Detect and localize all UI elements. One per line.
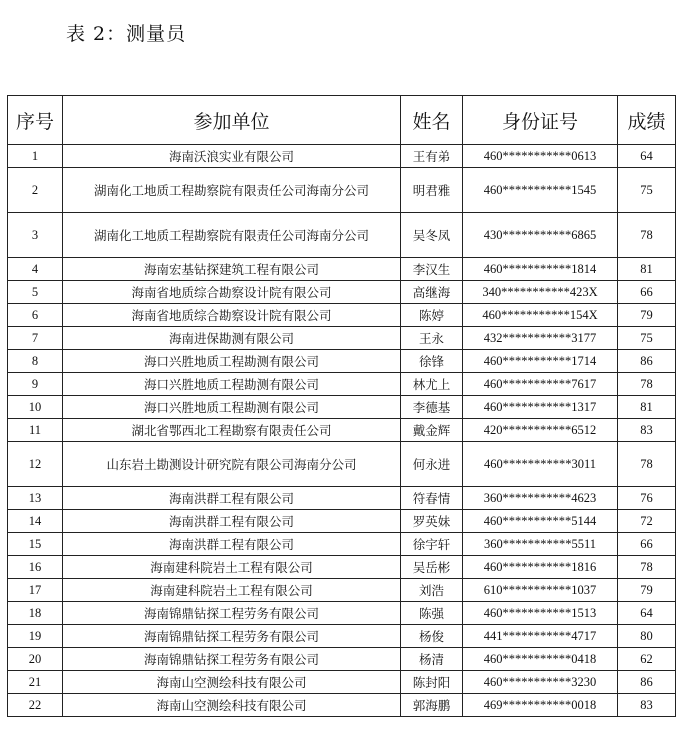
cell-id-number: 460***********3230 bbox=[463, 671, 618, 694]
table-row bbox=[8, 350, 676, 373]
table-row bbox=[8, 602, 676, 625]
cell-participating-unit: 海南省地质综合勘察设计院有限公司 bbox=[63, 281, 401, 304]
header-serial-number: 序号 bbox=[8, 96, 63, 145]
table-row bbox=[8, 258, 676, 281]
cell-name: 何永进 bbox=[401, 442, 463, 487]
cell-serial-number: 15 bbox=[8, 533, 63, 556]
cell-participating-unit: 海南锦鼎钻探工程劳务有限公司 bbox=[63, 648, 401, 671]
cell-name: 杨清 bbox=[401, 648, 463, 671]
cell-id-number: 420***********6512 bbox=[463, 419, 618, 442]
cell-id-number: 460***********1513 bbox=[463, 602, 618, 625]
cell-score: 78 bbox=[618, 556, 676, 579]
cell-score: 66 bbox=[618, 533, 676, 556]
cell-serial-number: 19 bbox=[8, 625, 63, 648]
cell-participating-unit: 海南锦鼎钻探工程劳务有限公司 bbox=[63, 602, 401, 625]
table-row bbox=[8, 145, 676, 168]
cell-score: 86 bbox=[618, 350, 676, 373]
cell-score: 78 bbox=[618, 442, 676, 487]
cell-score: 80 bbox=[618, 625, 676, 648]
cell-score: 72 bbox=[618, 510, 676, 533]
table-row bbox=[8, 579, 676, 602]
header-score: 成绩 bbox=[618, 96, 676, 145]
cell-name: 刘浩 bbox=[401, 579, 463, 602]
cell-name: 杨俊 bbox=[401, 625, 463, 648]
cell-id-number: 360***********4623 bbox=[463, 487, 618, 510]
cell-id-number: 460***********0613 bbox=[463, 145, 618, 168]
table-row bbox=[8, 625, 676, 648]
cell-serial-number: 2 bbox=[8, 168, 63, 213]
cell-id-number: 460***********3011 bbox=[463, 442, 618, 487]
cell-serial-number: 8 bbox=[8, 350, 63, 373]
cell-id-number: 460***********1317 bbox=[463, 396, 618, 419]
cell-serial-number: 1 bbox=[8, 145, 63, 168]
cell-score: 66 bbox=[618, 281, 676, 304]
cell-serial-number: 22 bbox=[8, 694, 63, 717]
table-row bbox=[8, 419, 676, 442]
table-row bbox=[8, 533, 676, 556]
cell-serial-number: 21 bbox=[8, 671, 63, 694]
cell-score: 78 bbox=[618, 373, 676, 396]
cell-id-number: 460***********1816 bbox=[463, 556, 618, 579]
cell-name: 王有弟 bbox=[401, 145, 463, 168]
table-row bbox=[8, 671, 676, 694]
cell-name: 郭海鹏 bbox=[401, 694, 463, 717]
cell-score: 75 bbox=[618, 168, 676, 213]
cell-participating-unit: 海南锦鼎钻探工程劳务有限公司 bbox=[63, 625, 401, 648]
cell-score: 86 bbox=[618, 671, 676, 694]
cell-participating-unit: 海南山空测绘科技有限公司 bbox=[63, 671, 401, 694]
table-caption: 表 2：测量员 bbox=[66, 23, 187, 45]
cell-participating-unit: 湖南化工地质工程勘察院有限责任公司海南分公司 bbox=[63, 213, 401, 258]
table-row bbox=[8, 442, 676, 487]
table-row bbox=[8, 556, 676, 579]
cell-participating-unit: 海南进保勘测有限公司 bbox=[63, 327, 401, 350]
cell-id-number: 469***********0018 bbox=[463, 694, 618, 717]
table-row bbox=[8, 648, 676, 671]
cell-serial-number: 6 bbox=[8, 304, 63, 327]
cell-serial-number: 9 bbox=[8, 373, 63, 396]
header-id-number: 身份证号 bbox=[463, 96, 618, 145]
cell-participating-unit: 海南沃浪实业有限公司 bbox=[63, 145, 401, 168]
cell-serial-number: 16 bbox=[8, 556, 63, 579]
cell-score: 79 bbox=[618, 579, 676, 602]
cell-score: 83 bbox=[618, 694, 676, 717]
cell-serial-number: 18 bbox=[8, 602, 63, 625]
cell-name: 高继海 bbox=[401, 281, 463, 304]
cell-score: 75 bbox=[618, 327, 676, 350]
cell-id-number: 460***********1814 bbox=[463, 258, 618, 281]
cell-serial-number: 10 bbox=[8, 396, 63, 419]
cell-name: 吴冬凤 bbox=[401, 213, 463, 258]
table-row bbox=[8, 327, 676, 350]
cell-id-number: 360***********5511 bbox=[463, 533, 618, 556]
cell-id-number: 460***********7617 bbox=[463, 373, 618, 396]
cell-participating-unit: 海口兴胜地质工程勘测有限公司 bbox=[63, 350, 401, 373]
cell-participating-unit: 海南建科院岩土工程有限公司 bbox=[63, 556, 401, 579]
cell-participating-unit: 海南洪群工程有限公司 bbox=[63, 510, 401, 533]
table-row bbox=[8, 694, 676, 717]
table-header-row bbox=[8, 96, 676, 145]
table-row bbox=[8, 373, 676, 396]
surveyor-results-table bbox=[7, 95, 676, 717]
cell-score: 78 bbox=[618, 213, 676, 258]
cell-serial-number: 17 bbox=[8, 579, 63, 602]
table-row bbox=[8, 396, 676, 419]
cell-name: 陈婷 bbox=[401, 304, 463, 327]
cell-name: 李汉生 bbox=[401, 258, 463, 281]
cell-name: 陈强 bbox=[401, 602, 463, 625]
table-row bbox=[8, 487, 676, 510]
cell-participating-unit: 海口兴胜地质工程勘测有限公司 bbox=[63, 373, 401, 396]
cell-id-number: 441***********4717 bbox=[463, 625, 618, 648]
cell-score: 83 bbox=[618, 419, 676, 442]
cell-serial-number: 4 bbox=[8, 258, 63, 281]
cell-participating-unit: 湖南化工地质工程勘察院有限责任公司海南分公司 bbox=[63, 168, 401, 213]
cell-participating-unit: 海南洪群工程有限公司 bbox=[63, 533, 401, 556]
cell-id-number: 460***********1545 bbox=[463, 168, 618, 213]
cell-id-number: 432***********3177 bbox=[463, 327, 618, 350]
cell-score: 62 bbox=[618, 648, 676, 671]
cell-participating-unit: 山东岩土勘测设计研究院有限公司海南分公司 bbox=[63, 442, 401, 487]
cell-name: 林尤上 bbox=[401, 373, 463, 396]
cell-serial-number: 5 bbox=[8, 281, 63, 304]
cell-id-number: 340***********423X bbox=[463, 281, 618, 304]
cell-serial-number: 12 bbox=[8, 442, 63, 487]
cell-name: 戴金辉 bbox=[401, 419, 463, 442]
cell-name: 徐宇轩 bbox=[401, 533, 463, 556]
cell-name: 王永 bbox=[401, 327, 463, 350]
cell-score: 76 bbox=[618, 487, 676, 510]
cell-name: 徐锋 bbox=[401, 350, 463, 373]
table-row bbox=[8, 281, 676, 304]
cell-id-number: 460***********1714 bbox=[463, 350, 618, 373]
cell-score: 64 bbox=[618, 145, 676, 168]
header-participating-unit: 参加单位 bbox=[63, 96, 401, 145]
cell-id-number: 610***********1037 bbox=[463, 579, 618, 602]
cell-name: 吴岳彬 bbox=[401, 556, 463, 579]
cell-participating-unit: 海南省地质综合勘察设计院有限公司 bbox=[63, 304, 401, 327]
cell-id-number: 430***********6865 bbox=[463, 213, 618, 258]
cell-score: 64 bbox=[618, 602, 676, 625]
cell-id-number: 460***********0418 bbox=[463, 648, 618, 671]
table-row bbox=[8, 510, 676, 533]
cell-participating-unit: 海南宏基钻探建筑工程有限公司 bbox=[63, 258, 401, 281]
cell-id-number: 460***********154X bbox=[463, 304, 618, 327]
cell-participating-unit: 海南建科院岩土工程有限公司 bbox=[63, 579, 401, 602]
cell-serial-number: 11 bbox=[8, 419, 63, 442]
cell-serial-number: 13 bbox=[8, 487, 63, 510]
table-row bbox=[8, 304, 676, 327]
cell-id-number: 460***********5144 bbox=[463, 510, 618, 533]
cell-score: 81 bbox=[618, 258, 676, 281]
cell-serial-number: 7 bbox=[8, 327, 63, 350]
cell-serial-number: 3 bbox=[8, 213, 63, 258]
cell-participating-unit: 海南山空测绘科技有限公司 bbox=[63, 694, 401, 717]
cell-name: 李德基 bbox=[401, 396, 463, 419]
table-row bbox=[8, 168, 676, 213]
cell-score: 81 bbox=[618, 396, 676, 419]
cell-name: 陈封阳 bbox=[401, 671, 463, 694]
cell-name: 符春情 bbox=[401, 487, 463, 510]
header-name: 姓名 bbox=[401, 96, 463, 145]
cell-participating-unit: 海口兴胜地质工程勘测有限公司 bbox=[63, 396, 401, 419]
table-body bbox=[8, 145, 676, 717]
cell-serial-number: 20 bbox=[8, 648, 63, 671]
table-row bbox=[8, 213, 676, 258]
cell-serial-number: 14 bbox=[8, 510, 63, 533]
cell-participating-unit: 海南洪群工程有限公司 bbox=[63, 487, 401, 510]
cell-score: 79 bbox=[618, 304, 676, 327]
cell-name: 明君雅 bbox=[401, 168, 463, 213]
cell-participating-unit: 湖北省鄂西北工程勘察有限责任公司 bbox=[63, 419, 401, 442]
cell-name: 罗英妹 bbox=[401, 510, 463, 533]
